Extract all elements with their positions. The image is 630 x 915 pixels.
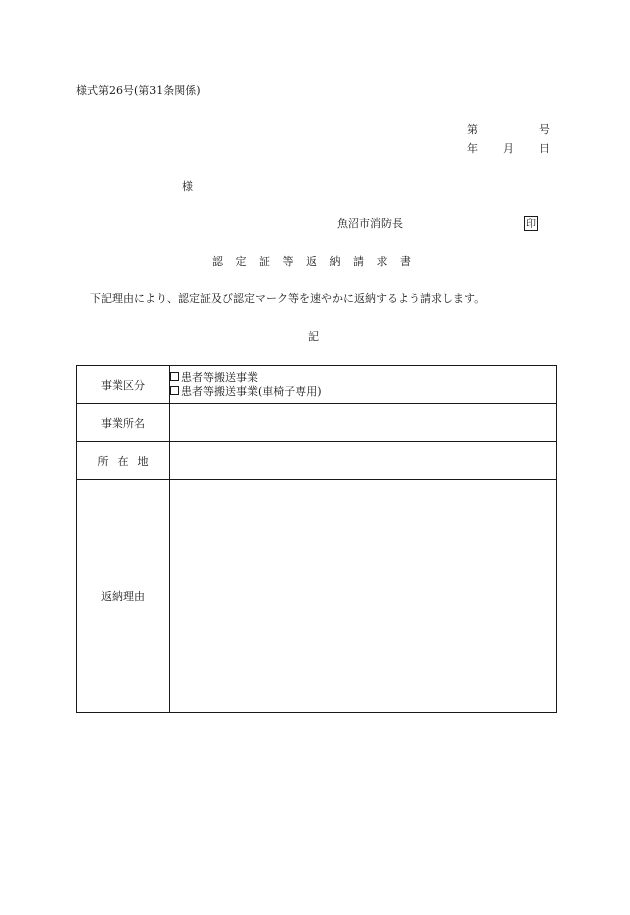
return-request-table (76, 365, 557, 713)
date-month: 月 (503, 142, 514, 155)
date-day: 日 (539, 142, 550, 155)
location-label-cell (77, 442, 170, 480)
table-row-location (77, 442, 557, 480)
checkbox-icon[interactable] (170, 386, 179, 395)
business-category-option-label: 患者等搬送事業 (181, 370, 258, 384)
form-number: 様式第26号(第31条関係) (76, 84, 201, 97)
return-reason-label: 返納理由 (77, 480, 170, 713)
business-category-option[interactable] (170, 371, 556, 385)
seal-mark: 印 (524, 216, 538, 231)
table-row-business-name (77, 404, 557, 442)
document-number-line (467, 123, 550, 137)
date-year: 年 (467, 142, 478, 155)
table-row-business-category (77, 366, 557, 404)
location-field[interactable] (170, 442, 557, 480)
document-title: 認定証等返納請求書 (212, 255, 424, 268)
business-category-options (170, 366, 557, 404)
request-statement: 下記理由により、認定証及び認定マーク等を速やかに返納するよう請求します。 (90, 292, 486, 305)
business-category-option-label: 患者等搬送事業(車椅子専用) (181, 384, 322, 398)
business-name-field[interactable] (170, 404, 557, 442)
addressee-suffix: 様 (182, 180, 193, 193)
business-category-option[interactable] (170, 385, 556, 399)
document-number-suffix: 号 (539, 123, 550, 136)
checkbox-icon[interactable] (170, 372, 179, 381)
document-number-prefix: 第 (467, 123, 478, 136)
table-row-return-reason (77, 480, 557, 713)
sender-name: 魚沼市消防長 (337, 217, 403, 230)
business-name-label: 事業所名 (77, 404, 170, 442)
return-reason-field[interactable] (170, 480, 557, 713)
date-line (467, 142, 550, 156)
business-category-label: 事業区分 (77, 366, 170, 404)
location-label: 所在地 (97, 454, 158, 468)
ki-heading: 記 (308, 330, 319, 343)
